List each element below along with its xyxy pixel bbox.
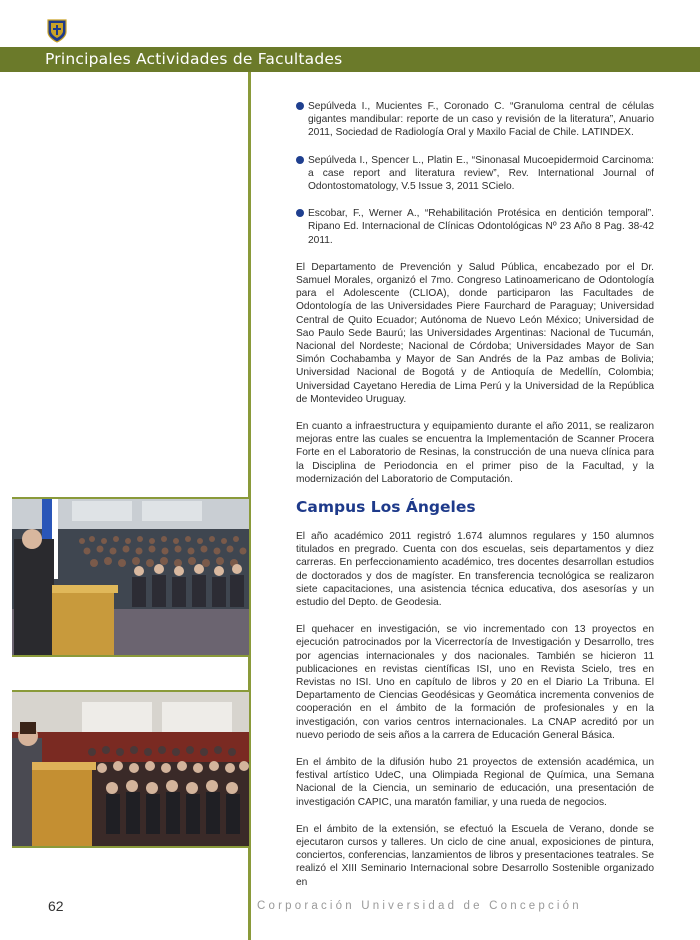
auditorium-photo-speaker xyxy=(12,497,249,657)
university-shield-logo xyxy=(47,19,67,43)
bullet-dot-icon xyxy=(296,102,304,110)
main-text-column xyxy=(296,100,654,500)
bullet-dot-icon xyxy=(296,156,304,164)
publication-text: Sepúlveda I., Mucientes F., Coronado C. “Granuloma central de células gigantes mandibular: reporte de un caso y revisión de la literatura”, Anuario 2011, Sociedad de Radiología Oral y Maxilo Facial de Chile. LATINDEX. xyxy=(308,101,654,139)
audience-photo-image xyxy=(12,692,249,846)
footer-organization: Corporación Universidad de Concepción xyxy=(257,900,582,912)
publication-text: Sepúlveda I., Spencer L., Platin E., “Sinonasal Mucoepidermoid Carcinoma: a case report and literatura review”, Rev. International Journal of Odontostomatology, V.5 Issue 3, 2011 SCielo. xyxy=(308,154,654,193)
publication-text: Escobar, F., Werner A., “Rehabilitación Protésica en dentición temporal”. Ripano Ed. Internacional de Clínicas Odontológicas Nº 23 Año 8 Pag. 38-42 2011. xyxy=(308,208,654,246)
body-paragraph: En cuanto a infraestructura y equipamiento durante el año 2011, se realizaron mejoras entre las cuales se encuentra la Implementación de Scanner Procera Forte en el Laboratorio de Resinas, la construcción de una nueva clínica para la Disciplina de Periodoncia en el primer piso de la Facultad, y la modernización del Laboratorio de Computación. xyxy=(296,421,654,485)
body-paragraph: El quehacer en investigación, se vio incrementado con 13 proyectos en ejecución patrocinados por la Vicerrectoría de Investigación y Desarrollo, tres por agencias internacionales y dos nacionales. También se hicieron 11 publicaciones en revistas científicas ISI, uno en Revista Scielo, tres en Revistas no ISI. Uno en capítulo de libros y 20 en el Diario La Tribuna. El Departamento de Ciencias Geodésicas y Geomática incrementa convenios de cooperación en el ámbito de la formación de profesionales y en la investigación, con varios centros internacionales. La CNAP acreditó por un nuevo periodo de seis años a la carrera de Educación General Básica. xyxy=(296,624,654,741)
body-paragraph: En el ámbito de la difusión hubo 21 proyectos de extensión académica, un festival artístico UdeC, una Olimpiada Regional de Química, una Semana Nacional de la Ciencia, un seminario de educación, una presentación de investigación CAPIC, una maratón familiar, y una rueda de negocios. xyxy=(296,757,654,808)
section-header-title: Principales Actividades de Facultades xyxy=(45,50,343,68)
body-paragraph: El año académico 2011 registró 1.674 alumnos regulares y 150 alumnos titulados en pregrado. Cuenta con dos escuelas, seis departamentos y diez carreras. En perfeccionamiento académico, tres docentes desarrollan estudios de doctorados y dos de magíster. En transferencia tecnológica se realizaron siete capacitaciones, una asistencia técnica educativa, dos asesorías y un estudio del Depto. de Geodesia. xyxy=(296,531,654,609)
campus-section-title: Campus Los Ángeles xyxy=(296,498,476,516)
bullet-dot-icon xyxy=(296,209,304,217)
auditorium-photo-image xyxy=(12,499,249,655)
publication-bullet xyxy=(296,207,654,247)
section-header-band xyxy=(0,47,700,72)
auditorium-photo-presenter xyxy=(12,690,249,848)
body-paragraph: En el ámbito de la extensión, se efectuó la Escuela de Verano, donde se ejecutaron cursos y talleres. Un ciclo de cine anual, exposiciones de pintura, conciertos, conferencias, lanzamientos de libros y presentaciones teatrales. Se realizó el XIII Seminario Internacional sobre Desarrollo Sostenible organizado en xyxy=(296,823,654,888)
page-number: 62 xyxy=(48,898,64,914)
publication-bullet xyxy=(296,100,654,140)
body-paragraph: El Departamento de Prevención y Salud Pública, encabezado por el Dr. Samuel Morales, organizó el 7mo. Congreso Latinoamericano de Odontología para el Adolescente (CLIOA), donde participaron las Facultades de Odontología de las Universidades Piere Faurchard de Paraguay; Universidad Central de Quito Ecuador; Autónoma de Nuevo León México; Universidad de Sao Paulo Sede Baurú; las Universidades Argentinas: Nacional de Tucumán, Nacional del Nordeste; Nacional de Córdoba; Universidades Mayor de San Simón Cochabamba y Mayor de San Andrés de la Paz ambas de Bolivia; Universidad Nacional de Bogotá y de Antioquía de Medellín, Colombia; Universidad Cayetano Heredia de Lima Perú y la Universidad de la República de Montevideo Uruguay. xyxy=(296,261,654,405)
campus-text-column xyxy=(296,530,654,903)
publication-bullet xyxy=(296,154,654,194)
